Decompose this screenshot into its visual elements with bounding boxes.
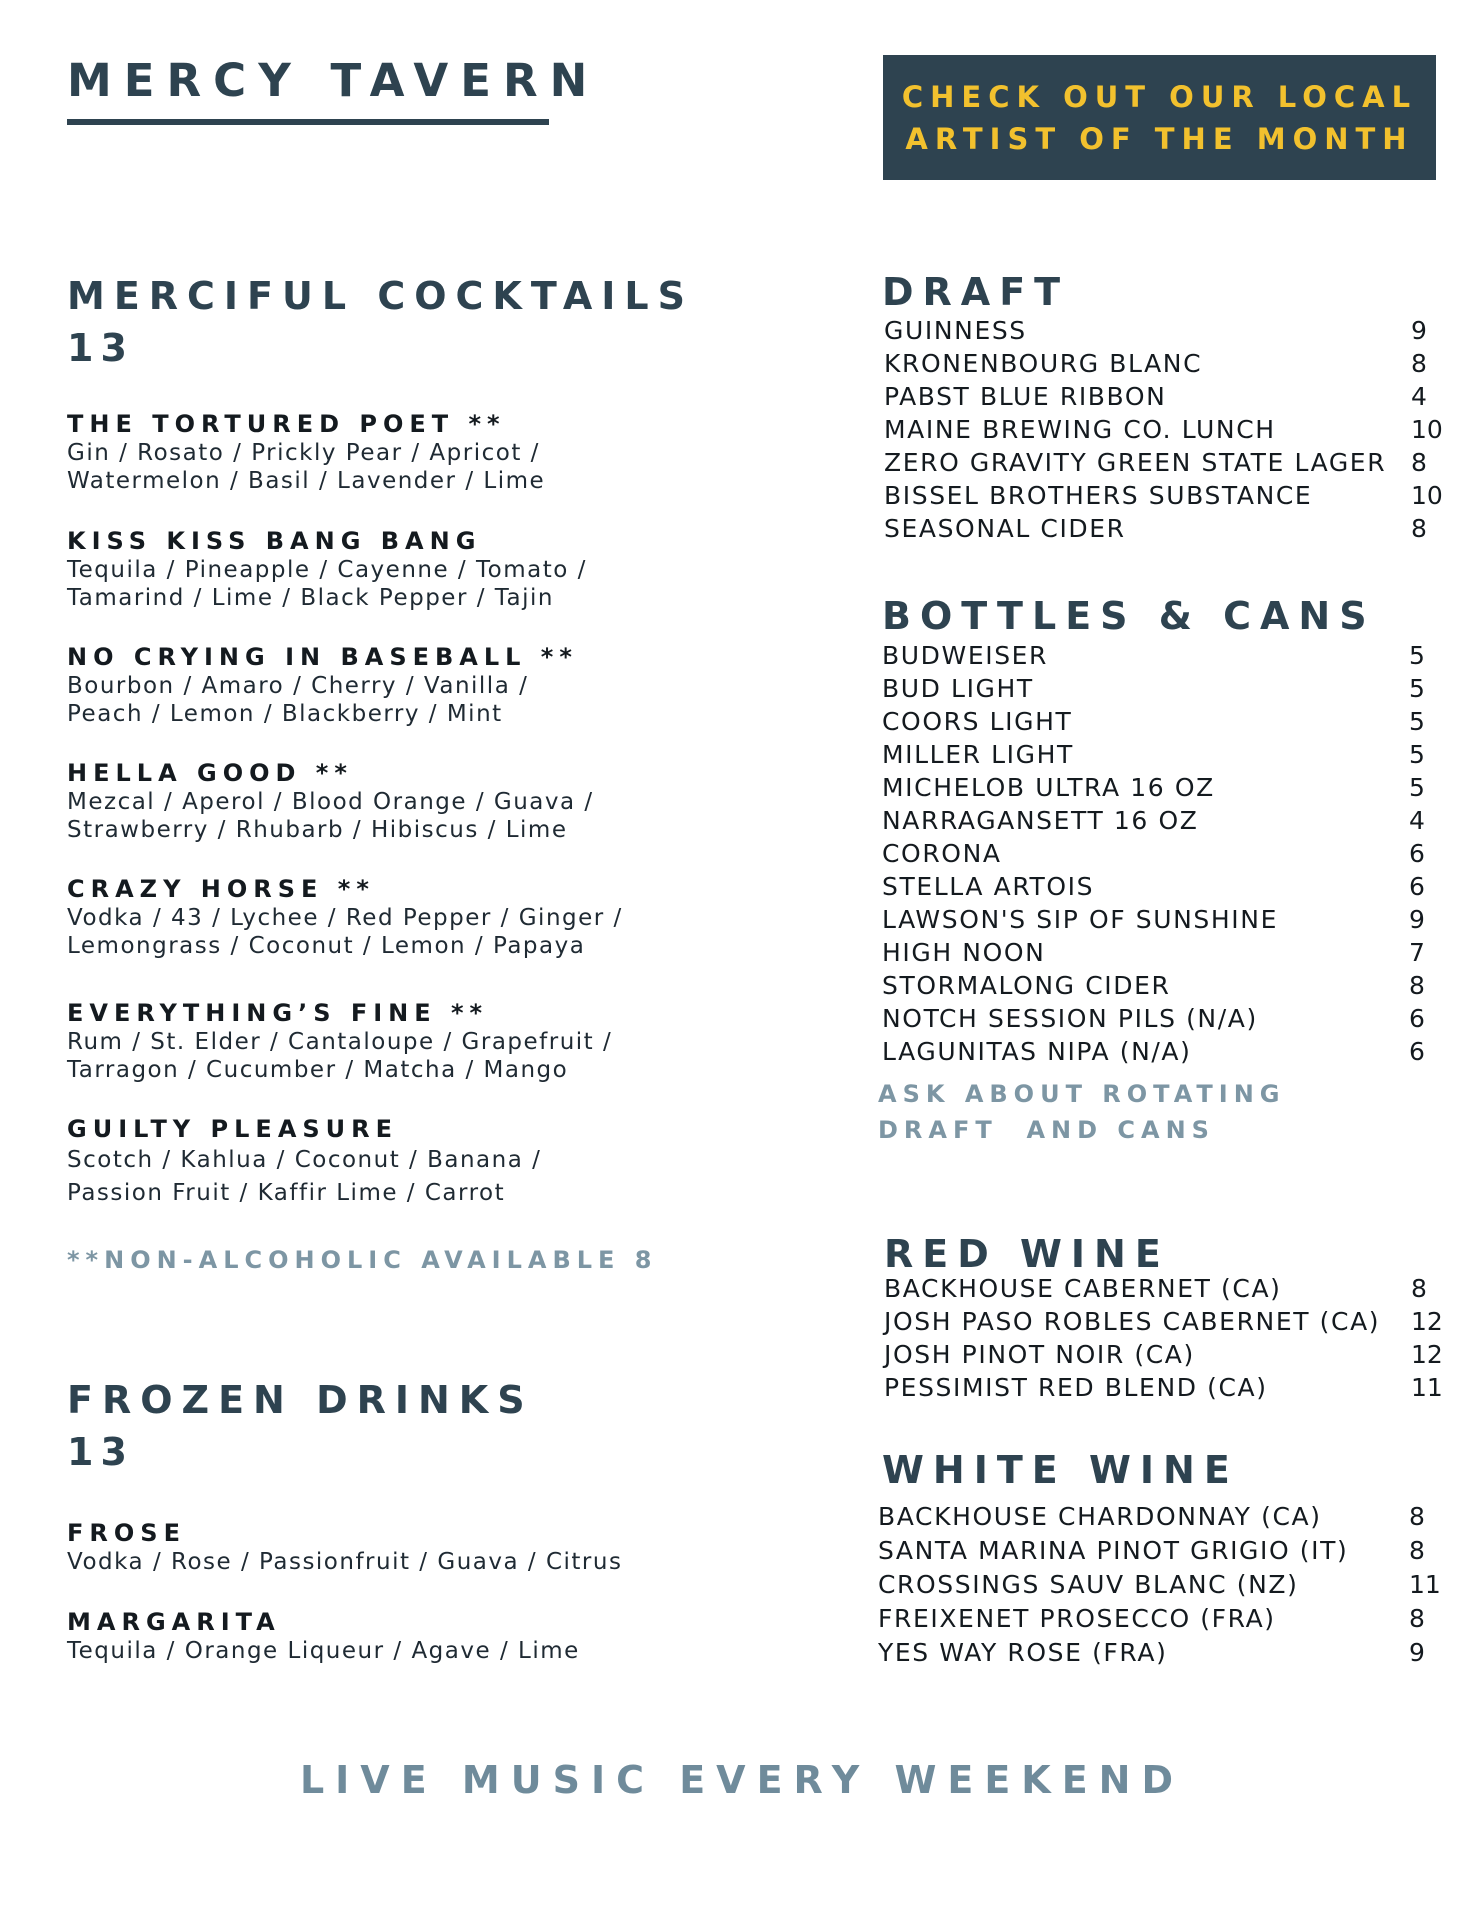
item-price: 8 — [1411, 1274, 1427, 1303]
cocktail-ingredients: Scotch / Kahlua / Coconut / Banana / — [67, 1147, 542, 1173]
item-name: MAINE BREWING CO. LUNCH — [884, 415, 1276, 444]
item-price: 8 — [1411, 514, 1427, 543]
item-price: 11 — [1409, 1570, 1441, 1599]
list-item — [882, 938, 1442, 971]
cocktail-ingredients: Mezcal / Aperol / Blood Orange / Guava / — [67, 789, 594, 815]
item-name: NOTCH SESSION PILS (N/A) — [882, 1004, 1258, 1033]
item-name: BISSEL BROTHERS SUBSTANCE — [884, 481, 1313, 510]
cocktail-name: CRAZY HORSE ** — [67, 875, 375, 903]
non-alcoholic-note: **NON-ALCOHOLIC AVAILABLE 8 — [67, 1246, 658, 1274]
cocktail-name: NO CRYING IN BASEBALL ** — [67, 643, 578, 671]
cocktail-item — [67, 758, 667, 844]
promo-line-2: ARTIST OF THE MONTH — [905, 121, 1414, 156]
item-name: GUINNESS — [884, 316, 1027, 345]
list-item — [884, 349, 1444, 382]
cocktail-ingredients: Tequila / Pineapple / Cayenne / Tomato / — [67, 557, 587, 583]
draft-title: DRAFT — [882, 270, 1070, 314]
item-price: 12 — [1411, 1307, 1443, 1336]
red-wine-list — [884, 1274, 1444, 1406]
list-item — [878, 1502, 1438, 1536]
item-price: 8 — [1411, 448, 1427, 477]
item-name: COORS LIGHT — [882, 707, 1073, 736]
item-name: MICHELOB ULTRA 16 OZ — [882, 773, 1215, 802]
rotating-note-line-2: DRAFT AND CANS — [878, 1116, 1215, 1144]
item-name: BACKHOUSE CABERNET (CA) — [884, 1274, 1282, 1303]
cocktail-name: GUILTY PLEASURE — [67, 1115, 399, 1143]
item-name: JOSH PASO ROBLES CABERNET (CA) — [884, 1307, 1381, 1336]
item-name: BUDWEISER — [882, 641, 1049, 670]
list-item — [884, 1340, 1444, 1373]
cocktail-ingredients: Strawberry / Rhubarb / Hibiscus / Lime — [67, 817, 568, 843]
item-name: SEASONAL CIDER — [884, 514, 1126, 543]
item-price: 6 — [1409, 1004, 1425, 1033]
item-name: SANTA MARINA PINOT GRIGIO (IT) — [878, 1536, 1349, 1565]
item-price: 9 — [1409, 905, 1425, 934]
list-item — [884, 481, 1444, 514]
item-name: LAGUNITAS NIPA (N/A) — [882, 1037, 1192, 1066]
frozen-title: FROZEN DRINKS — [67, 1378, 534, 1422]
cocktail-item — [67, 874, 667, 960]
item-price: 5 — [1409, 773, 1425, 802]
item-name: STORMALONG CIDER — [882, 971, 1171, 1000]
cocktail-name: EVERYTHING’S FINE ** — [67, 999, 489, 1027]
list-item — [884, 1274, 1444, 1307]
item-price: 6 — [1409, 1037, 1425, 1066]
cocktail-name: KISS KISS BANG BANG — [67, 527, 482, 555]
cocktail-item — [67, 1114, 667, 1210]
item-price: 12 — [1411, 1340, 1443, 1369]
frozen-ingredients: Vodka / Rose / Passionfruit / Guava / Citrus — [67, 1549, 623, 1575]
cocktail-ingredients: Watermelon / Basil / Lavender / Lime — [67, 468, 546, 494]
list-item — [884, 415, 1444, 448]
item-price: 10 — [1411, 481, 1443, 510]
item-price: 9 — [1409, 1638, 1425, 1667]
promo-banner — [883, 55, 1436, 180]
list-item — [882, 839, 1442, 872]
cocktail-ingredients: Gin / Rosato / Prickly Pear / Apricot / — [67, 440, 540, 466]
cocktails-price: 13 — [67, 326, 134, 370]
frozen-price: 13 — [67, 1430, 134, 1474]
item-price: 6 — [1409, 839, 1425, 868]
cocktail-ingredients: Bourbon / Amaro / Cherry / Vanilla / — [67, 673, 529, 699]
list-item — [878, 1570, 1441, 1604]
item-price: 5 — [1409, 641, 1425, 670]
cocktail-ingredients: Rum / St. Elder / Cantaloupe / Grapefruit / — [67, 1029, 613, 1055]
list-item — [882, 740, 1442, 773]
item-price: 6 — [1409, 872, 1425, 901]
list-item — [884, 514, 1444, 547]
list-item — [884, 316, 1444, 349]
cocktail-ingredients: Lemongrass / Coconut / Lemon / Papaya — [67, 933, 586, 959]
frozen-name: FROSE — [67, 1519, 186, 1547]
list-item — [882, 806, 1442, 839]
list-item — [882, 1037, 1442, 1070]
cocktail-ingredients: Tamarind / Lime / Black Pepper / Tajin — [67, 585, 554, 611]
item-price: 8 — [1409, 1502, 1425, 1531]
live-music-footer: LIVE MUSIC EVERY WEEKEND — [299, 1758, 1185, 1802]
item-name: BACKHOUSE CHARDONNAY (CA) — [878, 1502, 1322, 1531]
item-price: 4 — [1409, 806, 1425, 835]
cocktail-item — [67, 998, 667, 1084]
cocktails-section-heading — [67, 270, 694, 374]
list-item — [884, 382, 1444, 415]
frozen-ingredients: Tequila / Orange Liqueur / Agave / Lime — [67, 1638, 580, 1664]
item-name: PABST BLUE RIBBON — [884, 382, 1167, 411]
item-name: PESSIMIST RED BLEND (CA) — [884, 1373, 1268, 1402]
rotating-note-line-1: ASK ABOUT ROTATING — [878, 1080, 1286, 1108]
frozen-section-heading — [67, 1374, 534, 1478]
cocktail-item — [67, 409, 667, 495]
list-item — [882, 641, 1442, 674]
list-item — [882, 707, 1442, 740]
item-name: HIGH NOON — [882, 938, 1046, 967]
cocktail-name: HELLA GOOD ** — [67, 759, 353, 787]
item-name: CROSSINGS SAUV BLANC (NZ) — [878, 1570, 1299, 1599]
item-price: 4 — [1411, 382, 1427, 411]
frozen-name: MARGARITA — [67, 1608, 281, 1636]
brand-title: MERCY TAVERN — [67, 54, 600, 107]
list-item — [884, 1307, 1444, 1340]
cocktail-item — [67, 526, 667, 612]
item-name: ZERO GRAVITY GREEN STATE LAGER — [884, 448, 1387, 477]
cocktails-title: MERCIFUL COCKTAILS — [67, 274, 694, 318]
white-wine-title: WHITE WINE — [882, 1448, 1239, 1492]
item-price: 8 — [1409, 971, 1425, 1000]
bottles-list — [882, 641, 1442, 1070]
promo-line-1: CHECK OUT OUR LOCAL — [901, 79, 1418, 114]
cocktail-ingredients: Peach / Lemon / Blackberry / Mint — [67, 701, 503, 727]
item-price: 5 — [1409, 674, 1425, 703]
list-item — [882, 674, 1442, 707]
item-name: BUD LIGHT — [882, 674, 1034, 703]
frozen-item — [67, 1607, 667, 1665]
list-item — [884, 448, 1444, 481]
item-price: 8 — [1409, 1536, 1425, 1565]
list-item — [878, 1536, 1438, 1570]
cocktail-ingredients: Tarragon / Cucumber / Matcha / Mango — [67, 1057, 569, 1083]
list-item — [878, 1604, 1438, 1638]
item-name: CORONA — [882, 839, 1002, 868]
item-name: STELLA ARTOIS — [882, 872, 1095, 901]
item-name: NARRAGANSETT 16 OZ — [882, 806, 1199, 835]
cocktail-item — [67, 642, 667, 728]
item-price: 9 — [1411, 316, 1427, 345]
item-price: 7 — [1409, 938, 1425, 967]
brand-underline — [67, 119, 549, 125]
bottles-title: BOTTLES & CANS — [882, 594, 1376, 638]
cocktail-ingredients: Passion Fruit / Kaffir Lime / Carrot — [67, 1180, 506, 1206]
cocktail-name: THE TORTURED POET ** — [67, 410, 506, 438]
item-name: MILLER LIGHT — [882, 740, 1074, 769]
item-price: 8 — [1409, 1604, 1425, 1633]
item-price: 10 — [1411, 415, 1443, 444]
list-item — [882, 905, 1442, 938]
list-item — [882, 773, 1442, 806]
item-name: JOSH PINOT NOIR (CA) — [884, 1340, 1195, 1369]
list-item — [882, 971, 1442, 1004]
item-name: FREIXENET PROSECCO (FRA) — [878, 1604, 1276, 1633]
white-wine-list — [878, 1502, 1441, 1672]
list-item — [884, 1373, 1444, 1406]
list-item — [882, 872, 1442, 905]
red-wine-title: RED WINE — [884, 1232, 1170, 1276]
item-name: KRONENBOURG BLANC — [884, 349, 1203, 378]
draft-list — [884, 316, 1444, 547]
item-price: 8 — [1411, 349, 1427, 378]
list-item — [882, 1004, 1442, 1037]
cocktail-ingredients: Vodka / 43 / Lychee / Red Pepper / Ginger / — [67, 905, 623, 931]
item-price: 5 — [1409, 707, 1425, 736]
item-name: YES WAY ROSE (FRA) — [878, 1638, 1168, 1667]
item-price: 5 — [1409, 740, 1425, 769]
list-item — [878, 1638, 1438, 1672]
item-price: 11 — [1411, 1373, 1443, 1402]
item-name: LAWSON'S SIP OF SUNSHINE — [882, 905, 1278, 934]
frozen-item — [67, 1518, 667, 1576]
